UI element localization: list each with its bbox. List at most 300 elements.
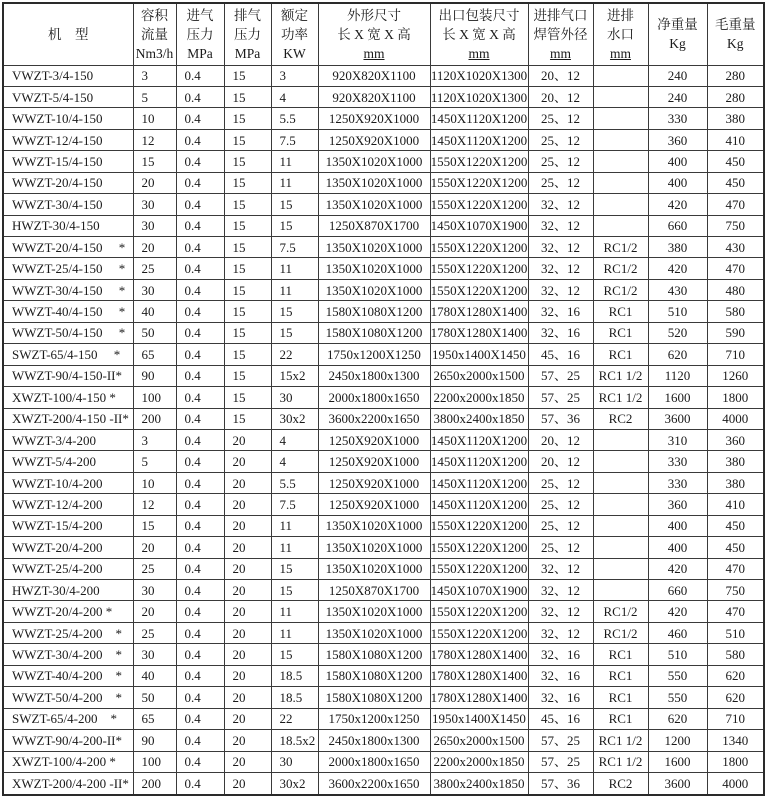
cell-intake-pressure: 0.4: [176, 580, 224, 601]
compressor-spec-table: [2, 2, 765, 796]
cell-packing-dimensions: 1780X1280X1400: [430, 322, 528, 343]
column-header-line: KW: [283, 45, 306, 61]
cell-model: WWZT-25/4-200: [3, 558, 133, 579]
cell-intake-pressure: 0.4: [176, 215, 224, 236]
cell-exhaust-pressure: 20: [224, 472, 271, 493]
cell-overall-dimensions: 2000x1800x1650: [318, 751, 430, 772]
cell-net-weight: 660: [648, 580, 707, 601]
table-row: [3, 194, 764, 215]
cell-overall-dimensions: 2000x1800x1650: [318, 387, 430, 408]
column-header-pipe-outer-diameter: [528, 3, 593, 65]
cell-rated-power: 11: [271, 515, 318, 536]
cell-volume-flow: 65: [133, 708, 176, 729]
cell-rated-power: 11: [271, 601, 318, 622]
cell-water-port: RC2: [593, 408, 648, 429]
cell-water-port: RC1/2: [593, 601, 648, 622]
cell-net-weight: 420: [648, 258, 707, 279]
cell-water-port: RC1 1/2: [593, 387, 648, 408]
cell-gross-weight: 380: [707, 108, 764, 129]
header-row: [3, 3, 764, 65]
cell-rated-power: 11: [271, 151, 318, 172]
column-header-line: 进气: [186, 7, 214, 23]
cell-water-port: [593, 194, 648, 215]
cell-gross-weight: 710: [707, 344, 764, 365]
cell-volume-flow: 20: [133, 237, 176, 258]
cell-exhaust-pressure: 20: [224, 665, 271, 686]
cell-intake-pressure: 0.4: [176, 537, 224, 558]
cell-packing-dimensions: 1950x1400X1450: [430, 344, 528, 365]
cell-gross-weight: 470: [707, 558, 764, 579]
cell-packing-dimensions: 1450X1120X1200: [430, 108, 528, 129]
cell-overall-dimensions: 1350X1020X1000: [318, 279, 430, 300]
cell-exhaust-pressure: 15: [224, 387, 271, 408]
cell-overall-dimensions: 1250X920X1000: [318, 129, 430, 150]
cell-packing-dimensions: 3800x2400x1850: [430, 408, 528, 429]
cell-model: WWZT-50/4-200 *: [3, 687, 133, 708]
cell-packing-dimensions: 1780X1280X1400: [430, 644, 528, 665]
cell-packing-dimensions: 1550X1220X1200: [430, 194, 528, 215]
cell-water-port: [593, 580, 648, 601]
table-row: [3, 558, 764, 579]
cell-model: WWZT-90/4-150-II*: [3, 365, 133, 386]
cell-exhaust-pressure: 20: [224, 558, 271, 579]
table-row: [3, 408, 764, 429]
cell-overall-dimensions: 1350X1020X1000: [318, 151, 430, 172]
cell-volume-flow: 20: [133, 601, 176, 622]
cell-model: WWZT-20/4-150: [3, 172, 133, 193]
cell-water-port: [593, 151, 648, 172]
cell-intake-pressure: 0.4: [176, 408, 224, 429]
cell-pipe-outer-diameter: 32、12: [528, 194, 593, 215]
cell-volume-flow: 50: [133, 687, 176, 708]
cell-overall-dimensions: 2450x1800x1300: [318, 365, 430, 386]
cell-model: WWZT-50/4-150 *: [3, 322, 133, 343]
cell-pipe-outer-diameter: 32、16: [528, 644, 593, 665]
cell-packing-dimensions: 2650x2000x1500: [430, 365, 528, 386]
cell-net-weight: 430: [648, 279, 707, 300]
cell-model: VWZT-5/4-150: [3, 86, 133, 107]
cell-net-weight: 620: [648, 708, 707, 729]
cell-packing-dimensions: 1550X1220X1200: [430, 515, 528, 536]
column-header-line: MPa: [187, 45, 213, 61]
cell-model: XWZT-200/4-200 -II*: [3, 772, 133, 795]
cell-water-port: RC1 1/2: [593, 751, 648, 772]
cell-intake-pressure: 0.4: [176, 494, 224, 515]
column-header-line: Nm3/h: [135, 45, 174, 61]
cell-overall-dimensions: 1750x1200X1250: [318, 344, 430, 365]
cell-pipe-outer-diameter: 20、12: [528, 65, 593, 86]
cell-exhaust-pressure: 20: [224, 751, 271, 772]
table-row: [3, 772, 764, 795]
cell-volume-flow: 15: [133, 151, 176, 172]
cell-gross-weight: 510: [707, 622, 764, 643]
cell-rated-power: 4: [271, 86, 318, 107]
cell-pipe-outer-diameter: 25、12: [528, 108, 593, 129]
cell-rated-power: 11: [271, 258, 318, 279]
cell-model: XWZT-100/4-150 *: [3, 387, 133, 408]
column-header-line: Kg: [669, 36, 686, 52]
column-header-rated-power: [271, 3, 318, 65]
table-row: [3, 365, 764, 386]
cell-overall-dimensions: 920X820X1100: [318, 65, 430, 86]
cell-volume-flow: 200: [133, 408, 176, 429]
column-header-line: mm: [363, 45, 385, 61]
column-header-packing-dimensions: [430, 3, 528, 65]
cell-rated-power: 5.5: [271, 108, 318, 129]
cell-volume-flow: 10: [133, 108, 176, 129]
cell-net-weight: 3600: [648, 772, 707, 795]
table-row: [3, 622, 764, 643]
cell-exhaust-pressure: 15: [224, 65, 271, 86]
cell-exhaust-pressure: 15: [224, 151, 271, 172]
table-row: [3, 472, 764, 493]
cell-exhaust-pressure: 15: [224, 408, 271, 429]
cell-pipe-outer-diameter: 45、16: [528, 344, 593, 365]
cell-intake-pressure: 0.4: [176, 279, 224, 300]
cell-overall-dimensions: 1250X920X1000: [318, 494, 430, 515]
cell-gross-weight: 380: [707, 472, 764, 493]
table-row: [3, 344, 764, 365]
cell-gross-weight: 580: [707, 301, 764, 322]
cell-rated-power: 22: [271, 708, 318, 729]
cell-rated-power: 4: [271, 429, 318, 450]
cell-intake-pressure: 0.4: [176, 194, 224, 215]
cell-intake-pressure: 0.4: [176, 322, 224, 343]
cell-exhaust-pressure: 20: [224, 451, 271, 472]
cell-model: WWZT-5/4-200: [3, 451, 133, 472]
cell-gross-weight: 620: [707, 687, 764, 708]
column-header-line: 毛重量: [715, 17, 756, 33]
cell-gross-weight: 450: [707, 537, 764, 558]
cell-rated-power: 18.5x2: [271, 730, 318, 751]
cell-water-port: RC1: [593, 301, 648, 322]
column-header-line: MPa: [234, 45, 261, 61]
cell-pipe-outer-diameter: 32、12: [528, 580, 593, 601]
cell-water-port: [593, 537, 648, 558]
cell-packing-dimensions: 2650x2000x1500: [430, 730, 528, 751]
cell-gross-weight: 450: [707, 151, 764, 172]
cell-model: WWZT-30/4-150: [3, 194, 133, 215]
cell-water-port: [593, 215, 648, 236]
cell-volume-flow: 5: [133, 86, 176, 107]
column-header-line: 额定: [281, 7, 308, 23]
cell-exhaust-pressure: 20: [224, 622, 271, 643]
cell-packing-dimensions: 3800x2400x1850: [430, 772, 528, 795]
cell-rated-power: 30x2: [271, 772, 318, 795]
cell-pipe-outer-diameter: 25、12: [528, 537, 593, 558]
table-row: [3, 65, 764, 86]
cell-water-port: RC1/2: [593, 622, 648, 643]
cell-water-port: RC1: [593, 665, 648, 686]
cell-net-weight: 420: [648, 194, 707, 215]
cell-intake-pressure: 0.4: [176, 751, 224, 772]
column-header-line: 长 X 宽 X 高: [337, 26, 411, 42]
table-row: [3, 215, 764, 236]
cell-model: WWZT-20/4-200 *: [3, 601, 133, 622]
cell-exhaust-pressure: 15: [224, 365, 271, 386]
cell-gross-weight: 710: [707, 708, 764, 729]
cell-net-weight: 420: [648, 558, 707, 579]
table-row: [3, 708, 764, 729]
cell-intake-pressure: 0.4: [176, 644, 224, 665]
cell-net-weight: 550: [648, 665, 707, 686]
cell-packing-dimensions: 1450X1070X1900: [430, 580, 528, 601]
cell-volume-flow: 30: [133, 580, 176, 601]
cell-rated-power: 30: [271, 387, 318, 408]
cell-gross-weight: 1800: [707, 751, 764, 772]
cell-intake-pressure: 0.4: [176, 687, 224, 708]
cell-overall-dimensions: 1580X1080X1200: [318, 322, 430, 343]
cell-model: WWZT-12/4-150: [3, 129, 133, 150]
column-header-overall-dimensions: [318, 3, 430, 65]
cell-net-weight: 460: [648, 622, 707, 643]
column-header-water-port: [593, 3, 648, 65]
table-row: [3, 601, 764, 622]
cell-net-weight: 1200: [648, 730, 707, 751]
table-row: [3, 129, 764, 150]
cell-overall-dimensions: 1350X1020X1000: [318, 258, 430, 279]
cell-overall-dimensions: 1350X1020X1000: [318, 622, 430, 643]
cell-net-weight: 420: [648, 601, 707, 622]
cell-intake-pressure: 0.4: [176, 65, 224, 86]
column-header-line: mm: [609, 45, 631, 61]
column-header-line: mm: [549, 45, 571, 61]
cell-net-weight: 330: [648, 472, 707, 493]
cell-water-port: RC1: [593, 687, 648, 708]
cell-overall-dimensions: 1250X920X1000: [318, 108, 430, 129]
cell-volume-flow: 30: [133, 194, 176, 215]
cell-model: WWZT-10/4-200: [3, 472, 133, 493]
cell-overall-dimensions: 1580X1080X1200: [318, 665, 430, 686]
cell-rated-power: 18.5: [271, 687, 318, 708]
cell-pipe-outer-diameter: 45、16: [528, 708, 593, 729]
cell-pipe-outer-diameter: 32、12: [528, 279, 593, 300]
cell-pipe-outer-diameter: 32、12: [528, 601, 593, 622]
column-header-line: 流量: [141, 26, 168, 42]
column-header-net-weight: [648, 3, 707, 65]
cell-exhaust-pressure: 20: [224, 644, 271, 665]
cell-model: WWZT-10/4-150: [3, 108, 133, 129]
cell-overall-dimensions: 1250X920X1000: [318, 429, 430, 450]
cell-rated-power: 7.5: [271, 237, 318, 258]
table-row: [3, 151, 764, 172]
table-row: [3, 451, 764, 472]
cell-model: WWZT-15/4-200: [3, 515, 133, 536]
cell-pipe-outer-diameter: 25、12: [528, 172, 593, 193]
cell-net-weight: 660: [648, 215, 707, 236]
cell-water-port: [593, 172, 648, 193]
cell-net-weight: 510: [648, 644, 707, 665]
cell-packing-dimensions: 1450X1120X1200: [430, 451, 528, 472]
cell-water-port: [593, 86, 648, 107]
cell-exhaust-pressure: 15: [224, 279, 271, 300]
cell-model: WWZT-15/4-150: [3, 151, 133, 172]
cell-pipe-outer-diameter: 32、12: [528, 237, 593, 258]
cell-pipe-outer-diameter: 25、12: [528, 494, 593, 515]
table-row: [3, 665, 764, 686]
cell-packing-dimensions: 1450X1120X1200: [430, 494, 528, 515]
cell-overall-dimensions: 1350X1020X1000: [318, 515, 430, 536]
column-header-volume-flow: [133, 3, 176, 65]
cell-packing-dimensions: 1550X1220X1200: [430, 622, 528, 643]
cell-water-port: RC1 1/2: [593, 730, 648, 751]
cell-packing-dimensions: 1120X1020X1300: [430, 65, 528, 86]
cell-volume-flow: 100: [133, 751, 176, 772]
cell-net-weight: 620: [648, 344, 707, 365]
cell-net-weight: 310: [648, 429, 707, 450]
column-header-line: 外形尺寸: [347, 7, 401, 23]
cell-net-weight: 1120: [648, 365, 707, 386]
cell-gross-weight: 360: [707, 429, 764, 450]
table-row: [3, 301, 764, 322]
column-header-line: 进排气口: [533, 7, 588, 23]
cell-overall-dimensions: 1580X1080X1200: [318, 644, 430, 665]
cell-pipe-outer-diameter: 32、12: [528, 258, 593, 279]
cell-net-weight: 1600: [648, 751, 707, 772]
cell-gross-weight: 620: [707, 665, 764, 686]
cell-model: VWZT-3/4-150: [3, 65, 133, 86]
column-header-line: 压力: [234, 26, 261, 42]
cell-volume-flow: 20: [133, 537, 176, 558]
cell-intake-pressure: 0.4: [176, 601, 224, 622]
cell-packing-dimensions: 1450X1120X1200: [430, 472, 528, 493]
table-body: [3, 65, 764, 795]
cell-exhaust-pressure: 20: [224, 429, 271, 450]
cell-exhaust-pressure: 15: [224, 237, 271, 258]
cell-net-weight: 1600: [648, 387, 707, 408]
cell-rated-power: 15: [271, 558, 318, 579]
cell-exhaust-pressure: 15: [224, 86, 271, 107]
cell-gross-weight: 1800: [707, 387, 764, 408]
cell-gross-weight: 280: [707, 65, 764, 86]
cell-exhaust-pressure: 15: [224, 194, 271, 215]
cell-volume-flow: 40: [133, 301, 176, 322]
cell-intake-pressure: 0.4: [176, 258, 224, 279]
table-row: [3, 108, 764, 129]
cell-volume-flow: 3: [133, 429, 176, 450]
cell-rated-power: 11: [271, 537, 318, 558]
cell-pipe-outer-diameter: 57、25: [528, 751, 593, 772]
cell-exhaust-pressure: 20: [224, 730, 271, 751]
cell-rated-power: 11: [271, 622, 318, 643]
cell-water-port: RC2: [593, 772, 648, 795]
cell-model: HWZT-30/4-200: [3, 580, 133, 601]
cell-intake-pressure: 0.4: [176, 151, 224, 172]
cell-intake-pressure: 0.4: [176, 665, 224, 686]
column-header-line: 进排: [607, 7, 634, 23]
cell-water-port: [593, 515, 648, 536]
cell-exhaust-pressure: 20: [224, 687, 271, 708]
cell-overall-dimensions: 1350X1020X1000: [318, 537, 430, 558]
cell-pipe-outer-diameter: 25、12: [528, 515, 593, 536]
table-row: [3, 515, 764, 536]
cell-pipe-outer-diameter: 32、12: [528, 622, 593, 643]
cell-water-port: [593, 472, 648, 493]
table-row: [3, 279, 764, 300]
table-row: [3, 580, 764, 601]
cell-pipe-outer-diameter: 32、16: [528, 665, 593, 686]
cell-volume-flow: 30: [133, 279, 176, 300]
cell-overall-dimensions: 1250X870X1700: [318, 580, 430, 601]
cell-net-weight: 360: [648, 129, 707, 150]
cell-rated-power: 15: [271, 644, 318, 665]
cell-rated-power: 18.5: [271, 665, 318, 686]
cell-overall-dimensions: 1350X1020X1000: [318, 237, 430, 258]
cell-exhaust-pressure: 20: [224, 494, 271, 515]
cell-intake-pressure: 0.4: [176, 129, 224, 150]
cell-gross-weight: 4000: [707, 772, 764, 795]
cell-exhaust-pressure: 15: [224, 258, 271, 279]
cell-net-weight: 240: [648, 86, 707, 107]
table-row: [3, 258, 764, 279]
cell-packing-dimensions: 1550X1220X1200: [430, 151, 528, 172]
cell-model: WWZT-25/4-200 *: [3, 622, 133, 643]
cell-pipe-outer-diameter: 25、12: [528, 129, 593, 150]
cell-intake-pressure: 0.4: [176, 472, 224, 493]
cell-model: WWZT-3/4-200: [3, 429, 133, 450]
column-header-line: 压力: [186, 26, 214, 42]
cell-volume-flow: 25: [133, 622, 176, 643]
cell-overall-dimensions: 2450x1800x1300: [318, 730, 430, 751]
cell-exhaust-pressure: 15: [224, 215, 271, 236]
cell-packing-dimensions: 1780X1280X1400: [430, 665, 528, 686]
cell-gross-weight: 450: [707, 515, 764, 536]
cell-pipe-outer-diameter: 57、25: [528, 365, 593, 386]
cell-packing-dimensions: 1450X1070X1900: [430, 215, 528, 236]
cell-packing-dimensions: 1450X1120X1200: [430, 129, 528, 150]
cell-rated-power: 11: [271, 279, 318, 300]
cell-water-port: RC1: [593, 322, 648, 343]
cell-pipe-outer-diameter: 25、12: [528, 151, 593, 172]
cell-rated-power: 15: [271, 215, 318, 236]
cell-packing-dimensions: 1450X1120X1200: [430, 429, 528, 450]
cell-model: XWZT-100/4-200 *: [3, 751, 133, 772]
cell-packing-dimensions: 1550X1220X1200: [430, 237, 528, 258]
cell-overall-dimensions: 1350X1020X1000: [318, 558, 430, 579]
cell-pipe-outer-diameter: 57、25: [528, 387, 593, 408]
cell-volume-flow: 25: [133, 558, 176, 579]
cell-volume-flow: 15: [133, 515, 176, 536]
cell-volume-flow: 3: [133, 65, 176, 86]
cell-intake-pressure: 0.4: [176, 86, 224, 107]
cell-gross-weight: 590: [707, 322, 764, 343]
cell-net-weight: 510: [648, 301, 707, 322]
cell-intake-pressure: 0.4: [176, 344, 224, 365]
cell-intake-pressure: 0.4: [176, 515, 224, 536]
column-header-line: 功率: [281, 26, 308, 42]
cell-intake-pressure: 0.4: [176, 237, 224, 258]
table-row: [3, 751, 764, 772]
table-header: [3, 3, 764, 65]
cell-intake-pressure: 0.4: [176, 451, 224, 472]
cell-overall-dimensions: 1250X870X1700: [318, 215, 430, 236]
cell-overall-dimensions: 920X820X1100: [318, 86, 430, 107]
cell-packing-dimensions: 1550X1220X1200: [430, 258, 528, 279]
cell-volume-flow: 40: [133, 665, 176, 686]
column-header-line: Kg: [727, 36, 744, 52]
cell-pipe-outer-diameter: 32、16: [528, 322, 593, 343]
column-header-line: 净重量: [657, 17, 698, 33]
cell-volume-flow: 5: [133, 451, 176, 472]
cell-intake-pressure: 0.4: [176, 301, 224, 322]
cell-packing-dimensions: 1780X1280X1400: [430, 301, 528, 322]
cell-model: SWZT-65/4-200 *: [3, 708, 133, 729]
cell-volume-flow: 90: [133, 365, 176, 386]
cell-packing-dimensions: 1550X1220X1200: [430, 172, 528, 193]
cell-gross-weight: 470: [707, 194, 764, 215]
cell-water-port: RC1: [593, 644, 648, 665]
table-row: [3, 494, 764, 515]
